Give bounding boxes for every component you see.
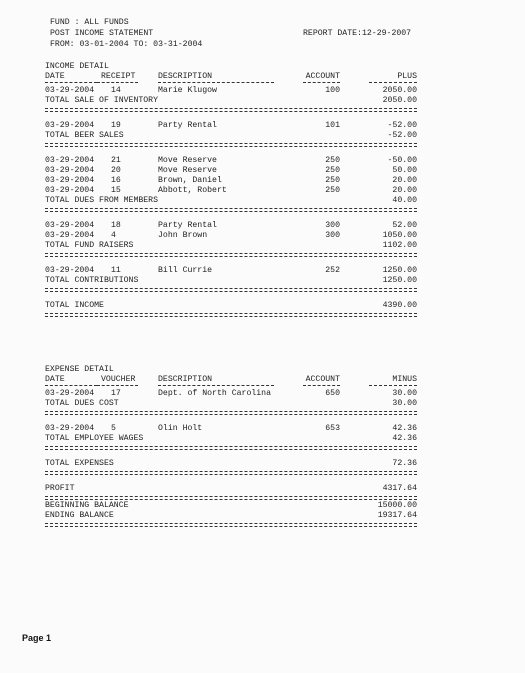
row-date: 03-29-2004 [45,186,95,195]
row-description: Dept. of North Carolina [158,389,272,398]
row-amount: 2050.00 [382,86,417,95]
row-date: 03-29-2004 [45,156,95,165]
row-date: 03-29-2004 [45,266,95,275]
group-total-amount: 2050.00 [382,96,417,105]
group-double-rule [45,143,417,147]
column-underline [369,385,417,386]
group-double-rule [45,208,417,212]
group-total-label: TOTAL CONTRIBUTIONS [45,276,139,285]
row-amount: 50.00 [392,166,417,175]
row-amount: -50.00 [387,156,417,165]
report-date: REPORT DATE:12-29-2007 [303,29,412,38]
row-amount: -52.00 [387,121,417,130]
total-expenses-amount: 72.36 [392,459,417,468]
row-date: 03-29-2004 [45,389,95,398]
row-reference: 4 [111,231,116,240]
row-amount: 20.00 [392,176,417,185]
ending-balance-rule [45,523,417,527]
row-account: 250 [325,186,340,195]
row-account: 653 [325,424,340,433]
row-reference: 18 [111,221,121,230]
group-double-rule [45,446,417,450]
column-header-amount: PLUS [397,72,417,81]
row-account: 300 [325,221,340,230]
row-date: 03-29-2004 [45,121,95,130]
group-total-amount: 30.00 [392,399,417,408]
section-title: INCOME DETAIL [45,62,109,71]
column-underline [369,82,417,83]
row-account: 100 [325,86,340,95]
column-underline [45,385,97,386]
row-date: 03-29-2004 [45,221,95,230]
row-date: 03-29-2004 [45,86,95,95]
row-reference: 17 [111,389,121,398]
row-description: Party Rental [158,121,217,130]
column-header-date: DATE [45,375,65,384]
row-description: Olin Holt [158,424,203,433]
row-description: Move Reserve [158,166,217,175]
profit-rule [45,496,417,500]
column-header-description: DESCRIPTION [158,375,213,384]
row-description: Bill Currie [158,266,213,275]
row-amount: 30.00 [392,389,417,398]
ending-balance-amount: 19317.64 [377,511,417,520]
row-date: 03-29-2004 [45,176,95,185]
column-header-account: ACCOUNT [305,72,340,81]
row-account: 252 [325,266,340,275]
row-account: 250 [325,176,340,185]
ending-balance-label: ENDING BALANCE [45,511,114,520]
group-total-label: TOTAL EMPLOYEE WAGES [45,434,144,443]
column-underline [303,82,340,83]
row-reference: 19 [111,121,121,130]
row-reference: 15 [111,186,121,195]
column-header-description: DESCRIPTION [158,72,213,81]
column-underline [97,82,138,83]
group-double-rule [45,288,417,292]
row-reference: 20 [111,166,121,175]
column-underline [97,385,138,386]
row-date: 03-29-2004 [45,231,95,240]
row-date: 03-29-2004 [45,166,95,175]
row-account: 101 [325,121,340,130]
row-amount: 42.36 [392,424,417,433]
group-total-label: TOTAL SALE OF INVENTORY [45,96,159,105]
column-underline [158,385,274,386]
row-reference: 11 [111,266,121,275]
group-double-rule [45,411,417,415]
group-total-label: TOTAL FUND RAISERS [45,241,134,250]
fund-line: FUND : ALL FUNDS [50,18,129,27]
row-reference: 21 [111,156,121,165]
group-double-rule [45,108,417,112]
column-header-date: DATE [45,72,65,81]
row-description: Move Reserve [158,156,217,165]
report-title: POST INCOME STATEMENT [50,29,154,38]
row-reference: 14 [111,86,121,95]
row-reference: 5 [111,424,116,433]
row-description: Brown, Daniel [158,176,222,185]
group-total-amount: 40.00 [392,196,417,205]
total-income-amount: 4390.00 [382,301,417,310]
beginning-balance-label: BEGINNING BALANCE [45,501,129,510]
page-number: Page 1 [22,633,52,643]
column-underline [303,385,340,386]
row-amount: 1250.00 [382,266,417,275]
row-amount: 1050.00 [382,231,417,240]
row-description: Party Rental [158,221,217,230]
row-description: Abbott, Robert [158,186,227,195]
row-account: 250 [325,166,340,175]
row-amount: 52.00 [392,221,417,230]
column-underline [158,82,274,83]
column-header-amount: MINUS [392,375,417,384]
column-header-account: ACCOUNT [305,375,340,384]
column-header-reference: VOUCHER [101,375,136,384]
row-account: 650 [325,389,340,398]
total-income-label: TOTAL INCOME [45,301,104,310]
total-expenses-rule [45,471,417,475]
report-period: FROM: 03-01-2004 TO: 03-31-2004 [50,40,203,49]
column-header-reference: RECEIPT [101,72,136,81]
row-amount: 20.00 [392,186,417,195]
group-total-label: TOTAL DUES FROM MEMBERS [45,196,159,205]
profit-label: PROFIT [45,484,75,493]
total-income-rule [45,313,417,317]
group-total-amount: -52.00 [387,131,417,140]
section-title: EXPENSE DETAIL [45,365,114,374]
group-total-label: TOTAL DUES COST [45,399,119,408]
profit-amount: 4317.64 [382,484,417,493]
row-description: John Brown [158,231,208,240]
group-total-amount: 1102.00 [382,241,417,250]
total-expenses-label: TOTAL EXPENSES [45,459,114,468]
group-total-amount: 1250.00 [382,276,417,285]
column-underline [45,82,97,83]
beginning-balance-amount: 15000.00 [377,501,417,510]
group-double-rule [45,253,417,257]
row-description: Marie Klugow [158,86,217,95]
row-date: 03-29-2004 [45,424,95,433]
row-account: 250 [325,156,340,165]
group-total-label: TOTAL BEER SALES [45,131,124,140]
row-reference: 16 [111,176,121,185]
row-account: 300 [325,231,340,240]
group-total-amount: 42.36 [392,434,417,443]
